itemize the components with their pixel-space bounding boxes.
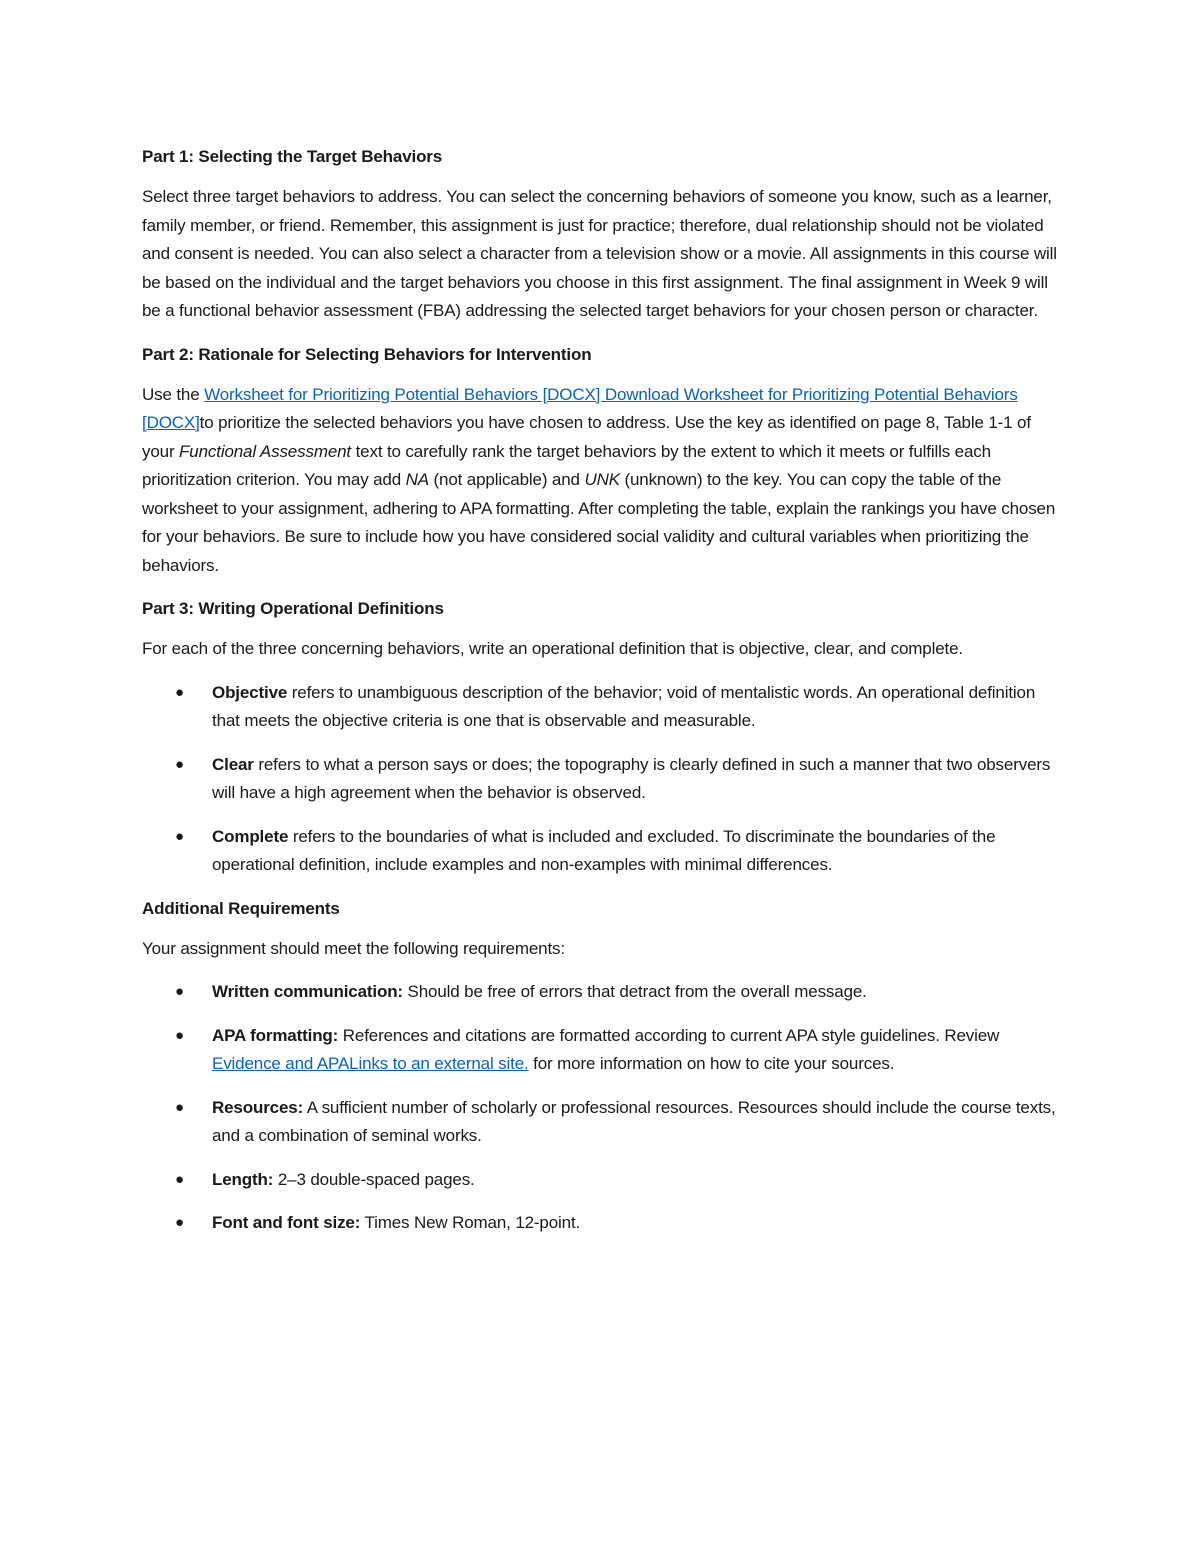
bullet-icon: ● [175,1098,184,1116]
list-item: ● Written communication: Should be free of errors that detract from the overall message. [142,978,1060,1007]
part1-body: Select three target behaviors to address. You can select the concerning behaviors of someone you know, such as a learner, family member, or friend. Remember, this assignment is just for practice; therefore, dual relationship should not be violated and consent is needed. You can also select a character from a television show or a movie. All assignments in this course will be based on the individual and the target behaviors you choose in this first assignment. The final assignment in Week 9 will be a functional behavior assessment (FBA) addressing the selected target behaviors for your chosen person or character. [142,187,1057,320]
requirements-list [142,978,1060,1238]
additional-intro: Your assignment should meet the following requirements: [142,938,565,958]
list-item: ● Objective refers to unambiguous description of the behavior; void of mentalistic words. An operational definition that meets the objective criteria is one that is observable and measurable. [142,679,1060,736]
part3-intro: For each of the three concerning behaviors, write an operational definition that is objective, clear, and complete. [142,639,963,658]
list-item: ● APA formatting: References and citations are formatted according to current APA style guidelines. Review Evidence and APALinks to an external site. for more information on how to cite your sources. [142,1022,1060,1079]
bullet-icon: ● [175,1170,184,1188]
part3-heading: Part 3: Writing Operational Definitions [142,599,444,618]
worksheet-download-link[interactable]: Worksheet for Prioritizing Potential Behaviors [DOCX] Download Worksheet for Prioritizing Potential Behaviors [DOCX] [142,384,1018,432]
list-item: ● Resources: A sufficient number of scholarly or professional resources. Resources should include the course texts, and a combination of seminal works. [142,1094,1060,1151]
bullet-icon: ● [175,683,184,701]
part1-heading: Part 1: Selecting the Target Behaviors [142,147,443,166]
bullet-icon: ● [175,827,184,845]
apa-evidence-link[interactable]: Evidence and APALinks to an external site. [212,1054,529,1073]
list-item: ● Length: 2–3 double-spaced pages. [142,1166,1060,1195]
list-item: ● Font and font size: Times New Roman, 12-point. [142,1209,1060,1238]
part2-body: Use the Worksheet for Prioritizing Potential Behaviors [DOCX] Download Worksheet for Prioritizing Potential Behaviors [DOCX]to prioritize the selected behaviors you have chosen to address. Use the key as identified on page 8, Table 1-1 of your Functional Assessment text to carefully rank the target behaviors by the extent to which it meets or fulfills each prioritization criterion. You may add NA (not applicable) and UNK (unknown) to the key. You can copy the table of the worksheet to your assignment, adhering to APA formatting. After completing the table, explain the rankings you have chosen for your behaviors. Be sure to include how you have considered social validity and cultural variables when prioritizing the behaviors. [142,384,1056,575]
bullet-icon: ● [175,1214,184,1231]
list-item: ● Clear refers to what a person says or does; the topography is clearly defined in such a manner that two observers will have a high agreement when the behavior is observed. [142,751,1060,808]
bullet-icon: ● [175,1026,184,1044]
bullet-icon: ● [175,755,184,773]
list-item: ● Complete refers to the boundaries of what is included and excluded. To discriminate the boundaries of the operational definition, include examples and non-examples with minimal differences. [142,823,1060,880]
additional-heading: Additional Requirements [142,898,340,918]
part2-heading: Part 2: Rationale for Selecting Behaviors for Intervention [142,344,592,364]
part3-list [142,679,1060,880]
bullet-icon: ● [175,983,184,1000]
